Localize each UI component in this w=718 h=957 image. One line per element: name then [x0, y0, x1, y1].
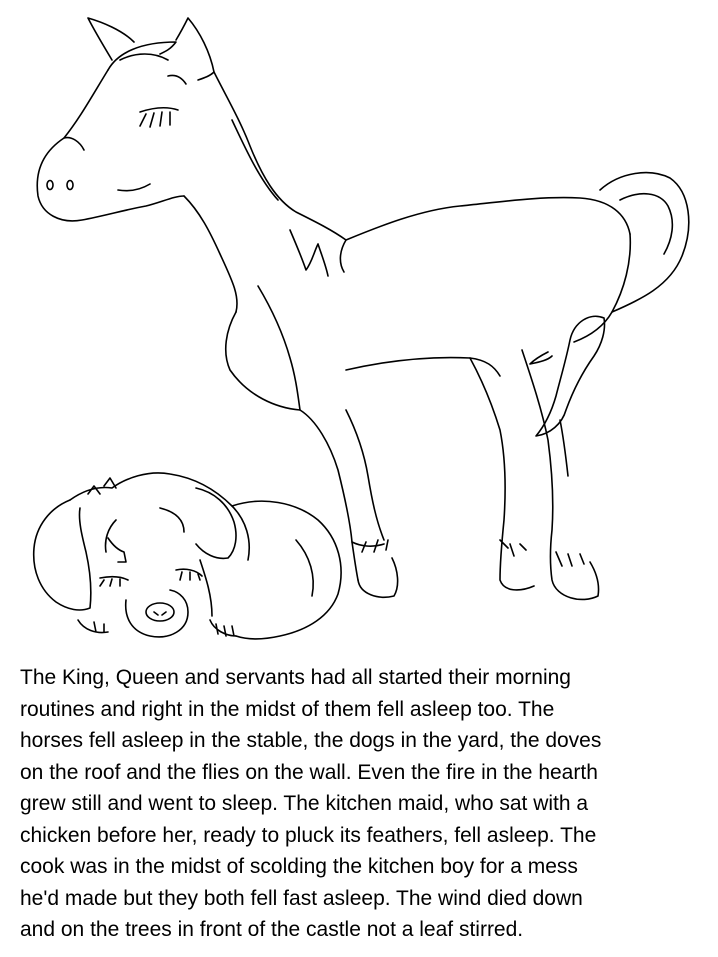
horse-front-leg — [226, 312, 358, 580]
dog-paw-right — [210, 620, 236, 636]
horse-drawing — [37, 18, 689, 599]
horse-hind-leg — [470, 358, 534, 590]
story-line: he'd made but they both fell fast asleep. The wind died down — [20, 886, 583, 910]
horse-nostril-left — [47, 181, 53, 190]
sleeping-dog-drawing — [34, 473, 341, 639]
dog-paw-left — [78, 620, 108, 633]
dog-eye-right — [176, 569, 202, 580]
horse-forelock — [108, 42, 176, 70]
story-line: grew still and went to sleep. The kitchen maid, who sat with a — [20, 792, 589, 815]
horse-belly — [346, 358, 500, 377]
horse-ear-left — [88, 18, 134, 60]
story-line: cook was in the midst of scolding the kitchen boy for a mess — [20, 855, 578, 878]
dog-nose — [146, 603, 174, 621]
horse-back — [346, 198, 630, 240]
horse-neck — [184, 196, 237, 312]
horse-ear-right — [176, 18, 214, 80]
story-line: The King, Queen and servants had all started their morning — [20, 666, 571, 689]
horse-head — [37, 70, 184, 221]
story-line: horses fell asleep in the stable, the dogs in the yard, the doves — [20, 729, 602, 752]
horse-closed-eye — [140, 108, 178, 112]
story-line: chicken before her, ready to pluck its feathers, fell asleep. The — [20, 823, 597, 847]
story-text — [20, 662, 710, 946]
dog-body — [232, 501, 341, 639]
dog-head — [70, 473, 249, 560]
dog-eye-left — [100, 577, 128, 586]
dog-ear-right — [196, 488, 236, 558]
story-line: and on the trees in front of the castle not a leaf stirred. — [20, 918, 524, 941]
horse-mane — [214, 72, 346, 276]
story-line: on the roof and the flies on the wall. Even the fire in the hearth — [20, 760, 598, 784]
horse-tail — [530, 173, 689, 436]
story-line: routines and right in the midst of them fell asleep too. The — [20, 697, 555, 721]
dog-ear-left — [34, 500, 91, 610]
horse-hoof-front — [358, 540, 398, 597]
horse-nostril-right — [67, 181, 73, 190]
